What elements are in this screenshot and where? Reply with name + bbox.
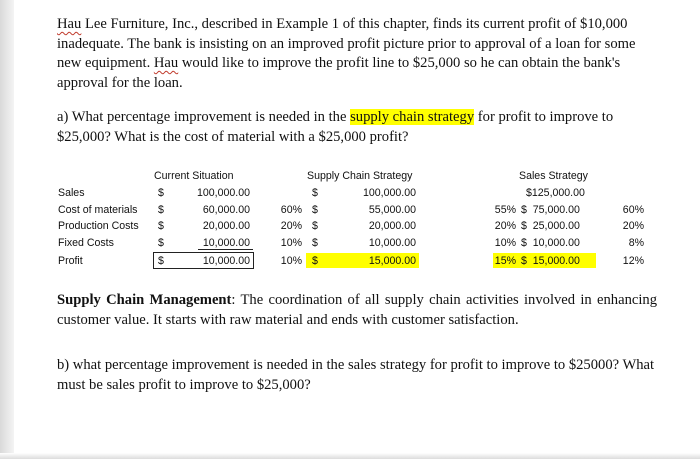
ss-right-pct: 12%: [622, 255, 644, 267]
part-a-question: [57, 108, 657, 147]
company-name: Hau: [57, 16, 82, 32]
cur-val: 10,000.00: [202, 237, 250, 249]
definition-text: : The coordination of all supply chain activities involved in enhancing customer value. It starts with raw material and ends with customer satisfaction.: [57, 292, 657, 328]
cur-val: 60,000.00: [202, 204, 250, 216]
part-a-before: a) What percentage improvement is needed in the: [57, 109, 351, 125]
cur-sym: $: [158, 204, 164, 216]
sc-val: 55,000.00: [368, 204, 416, 216]
cur-sym: $: [158, 255, 164, 267]
row-label: Sales: [58, 187, 85, 199]
cur-sym: $: [158, 187, 164, 199]
definition: [57, 291, 657, 330]
row-label: Fixed Costs: [58, 237, 114, 249]
ss-pct: 20%: [494, 220, 516, 232]
sc-sym: $: [312, 237, 318, 249]
cur-val: 10,000.00: [202, 255, 250, 267]
owner-name: Hau: [153, 55, 179, 71]
sc-sym: $: [312, 204, 318, 216]
cur-sym: $: [158, 237, 164, 249]
ss-right-pct: 60%: [622, 204, 644, 216]
row-label: Production Costs: [58, 220, 139, 232]
header-current: Current Situation: [154, 170, 234, 182]
sc-pct: 10%: [280, 237, 302, 249]
cur-val: 20,000.00: [202, 220, 250, 232]
ss-val: $ 25,000.00: [521, 220, 580, 232]
sc-val: 10,000.00: [368, 237, 416, 249]
ss-pct: 15%: [494, 255, 516, 267]
sc-sym: $: [312, 187, 318, 199]
ss-val: $125,000.00: [526, 187, 585, 199]
cur-sym: $: [158, 220, 164, 232]
ss-val: $ 10,000.00: [521, 237, 580, 249]
ss-right-pct: 8%: [628, 237, 644, 249]
definition-term: Supply Chain Management: [57, 292, 232, 308]
cur-val: 100,000.00: [196, 187, 250, 199]
ss-pct: 10%: [494, 237, 516, 249]
part-a-after: for profit to improve to $25,000? What is the cost of material with a $25,000 profit?: [57, 109, 614, 145]
sc-pct: 10%: [280, 255, 302, 267]
row-label: Profit: [58, 255, 83, 267]
problem-text-2: would like to improve the profit line to $25,000 so he can obtain the bank's approval for the loan.: [57, 55, 621, 91]
header-sales-strategy: Sales Strategy: [519, 170, 588, 182]
sc-sym: $: [312, 220, 318, 232]
page-left-edge: [0, 0, 14, 459]
ss-val: $ 75,000.00: [521, 204, 580, 216]
ss-right-pct: 20%: [622, 220, 644, 232]
sc-sym: $: [312, 255, 318, 267]
page-bottom-edge: [0, 453, 700, 459]
part-a-highlight: supply chain strategy: [350, 109, 475, 125]
problem-text-1: Lee Furniture, Inc., described in Example 1 of this chapter, finds its current profit of $10,000 inadequate. The bank is insisting on an improved profit picture prior to approval of a loan for some new equipment.: [57, 16, 636, 71]
sc-val: 100,000.00: [362, 187, 416, 199]
sc-pct: 60%: [280, 204, 302, 216]
part-b-question: b) what percentage improvement is needed in the sales strategy for profit to improve to $25000? What must be sales profit to improve to $25,000?: [57, 357, 655, 393]
sc-val: 20,000.00: [368, 220, 416, 232]
header-supply-chain: Supply Chain Strategy: [307, 170, 413, 182]
sc-val: 15,000.00: [368, 255, 416, 267]
row-label: Cost of materials: [58, 204, 138, 216]
ss-pct: 55%: [494, 204, 516, 216]
ss-val: $ 15,000.00: [521, 255, 580, 267]
sc-pct: 20%: [280, 220, 302, 232]
problem-statement: [57, 15, 657, 93]
